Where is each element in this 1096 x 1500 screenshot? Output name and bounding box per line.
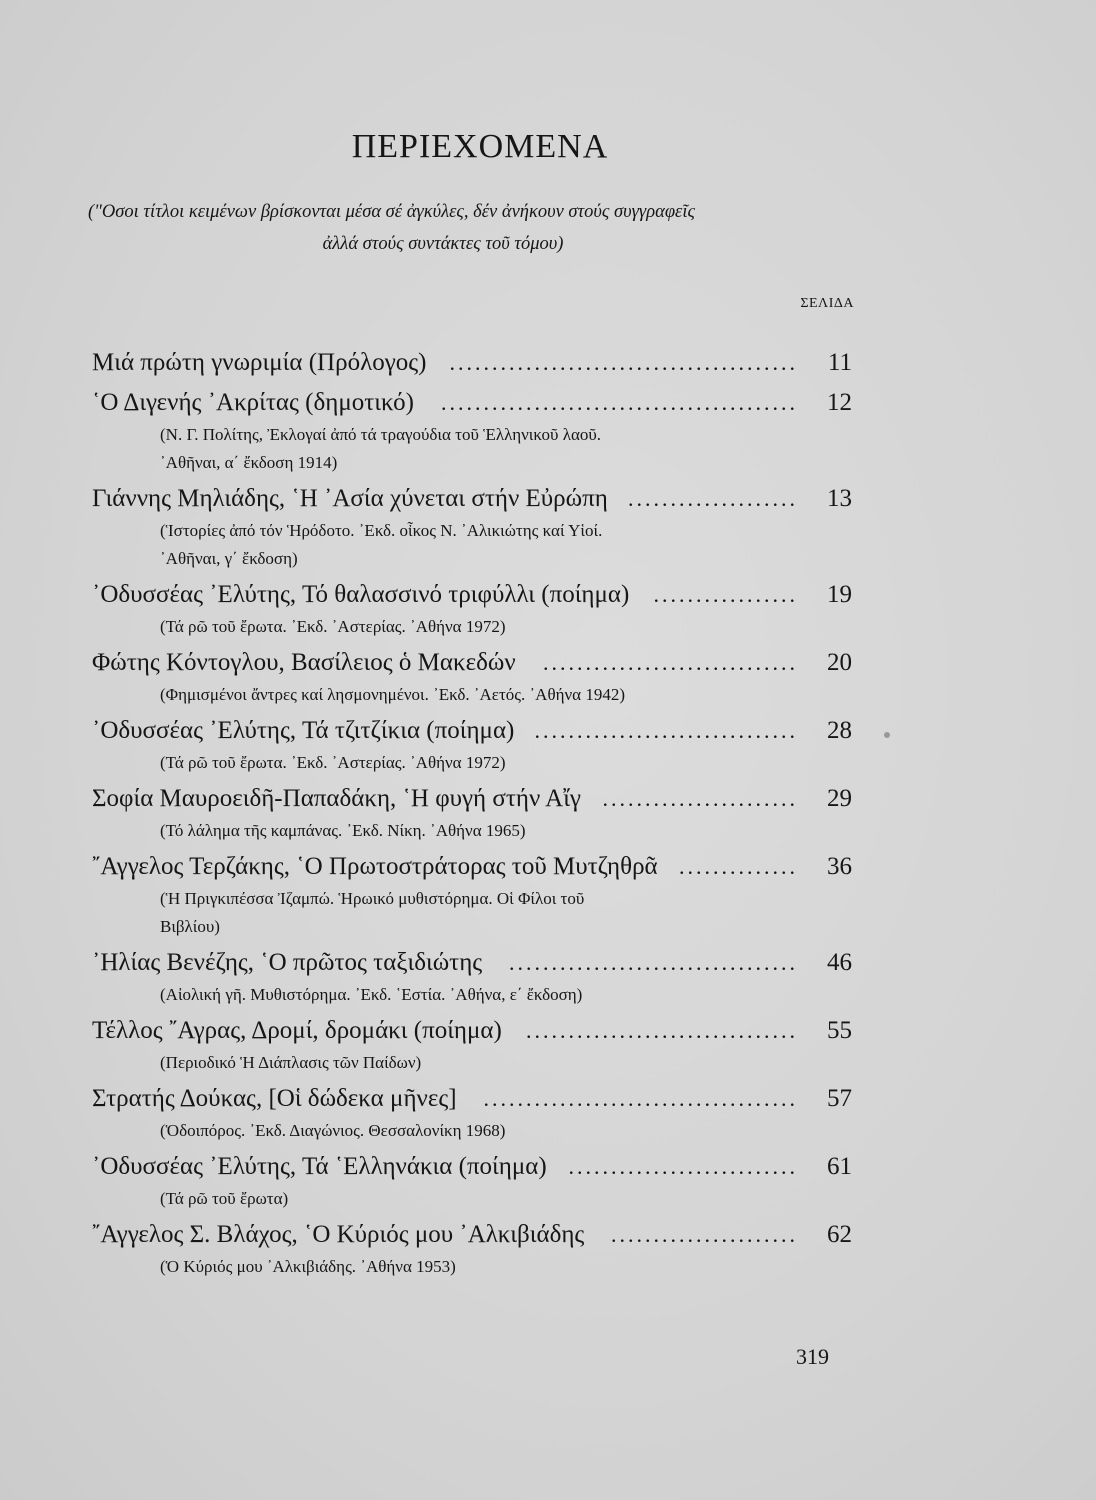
- leader-dots: ....................: [628, 486, 798, 511]
- toc-entry-source: (Τά ρῶ τοῦ ἔρωτα): [160, 1189, 289, 1208]
- leader-dots: ..........................................: [441, 390, 798, 415]
- leader-dots: ..............................: [543, 650, 798, 675]
- toc-entry: [92, 1081, 852, 1117]
- page-number: 319: [796, 1344, 829, 1369]
- toc-entry: [92, 713, 852, 749]
- toc-entry: [92, 481, 852, 517]
- toc-entry-title: Γιάννης Μηλιάδης, ῾Η ᾿Ασία χύνεται στήν Εὐρώπη: [92, 485, 608, 512]
- toc-entry-source: Βιβλίου): [160, 917, 220, 936]
- editorial-note-line-1: ("Οσοι τίτλοι κειμένων βρίσκονται μέσα σέ ἀγκύλες, δέν ἀνήκουν στούς συγγραφεῖς: [88, 202, 695, 222]
- toc-entry-source: (Περιοδικό Ἡ Διάπλασις τῶν Παίδων): [160, 1053, 422, 1072]
- toc-entry-source: (Ν. Γ. Πολίτης, Ἐκλογαί ἀπό τά τραγούδια τοῦ Ἑλληνικοῦ λαοῦ.: [160, 425, 602, 444]
- leader-dots: .........................................: [449, 350, 798, 375]
- toc-entry-page: 57: [827, 1085, 852, 1112]
- toc-entry-source: (Ὁδοιπόρος. ᾿Εκδ. Διαγώνιος. Θεσσαλονίκη 1968): [160, 1121, 506, 1140]
- toc-entry-source: ᾿Αθῆναι, γ΄ ἔκδοση): [160, 549, 298, 568]
- leader-dots: ................................: [526, 1018, 798, 1043]
- toc-entry-page: 29: [827, 785, 852, 812]
- page-title: ΠΕΡΙΕΧΟΜΕΝΑ: [351, 128, 609, 165]
- toc-entry-title: ῾Ο Διγενής ᾿Ακρίτας (δημοτικό): [92, 389, 414, 416]
- toc-entry-page: 19: [827, 581, 852, 608]
- toc-entry-page: 12: [827, 389, 852, 416]
- toc-entry-source: (Τό λάλημα τῆς καμπάνας. ᾿Εκδ. Νίκη. ᾿Αθήνα 1965): [160, 821, 526, 840]
- leader-dots: ...........................: [568, 1154, 798, 1179]
- toc-entry-page: 62: [827, 1221, 852, 1248]
- toc-entry-title: ᾿Ηλίας Βενέζης, ῾Ο πρῶτος ταξιδιώτης: [92, 949, 483, 976]
- toc-entry-page: 36: [827, 853, 852, 880]
- page-column-header: ΣΕΛΙΔΑ: [800, 296, 854, 311]
- toc-entry: [92, 781, 852, 817]
- toc-entry-source: (Αἰολική γῆ. Μυθιστόρημα. ᾿Εκδ. ῾Εστία. ᾿Αθήνα, ε΄ ἔκδοση): [160, 985, 583, 1004]
- toc-entry-source: (Ἡ Πριγκιπέσσα Ἰζαμπώ. Ἡρωικό μυθιστόρημα. Οἱ Φίλοι τοῦ: [160, 889, 585, 908]
- toc-entry-page: 61: [827, 1153, 852, 1180]
- toc-entry: [92, 385, 852, 421]
- toc-entry: [92, 1013, 852, 1049]
- toc-entry-source: (Ὁ Κύριός μου ᾿Αλκιβιάδης. ᾿Αθήνα 1953): [160, 1257, 456, 1276]
- toc-entry: [92, 577, 852, 613]
- leader-dots: ...............................: [534, 718, 798, 743]
- toc-entry: [92, 1217, 852, 1253]
- editorial-note-line-2: ἀλλά στούς συντάκτες τοῦ τόμου): [322, 234, 564, 254]
- toc-entry-source: (Τά ρῶ τοῦ ἔρωτα. ᾿Εκδ. ᾿Αστερίας. ᾿Αθήνα 1972): [160, 753, 506, 772]
- toc-entry-source: (Τά ρῶ τοῦ ἔρωτα. ᾿Εκδ. ᾿Αστερίας. ᾿Αθήνα 1972): [160, 617, 506, 636]
- leader-dots: .................: [653, 582, 798, 607]
- toc-entry-page: 46: [827, 949, 852, 976]
- toc-entry-source: (Φημισμένοι ἄντρες καί λησμονημένοι. ᾿Εκδ. ᾿Αετός. ᾿Αθήνα 1942): [160, 685, 625, 704]
- toc-entry-title: ῎Αγγελος Τερζάκης, ῾Ο Πρωτοστράτορας τοῦ Μυτζηθρᾶ: [92, 853, 658, 880]
- toc-entry-title: Φώτης Κόντογλου, Βασίλειος ὁ Μακεδών: [92, 649, 516, 676]
- toc-entry: [92, 645, 852, 681]
- leader-dots: ......................: [611, 1222, 798, 1247]
- toc-entry-title: ᾿Οδυσσέας ᾿Ελύτης, Τά τζιτζίκια (ποίημα): [92, 717, 515, 744]
- toc-entry-title: ᾿Οδυσσέας ᾿Ελύτης, Τό θαλασσινό τριφύλλι (ποίημα): [92, 581, 630, 608]
- leader-dots: ..................................: [509, 950, 798, 975]
- toc-entry-title: Μιά πρώτη γνωριμία (Πρόλογος): [92, 349, 427, 376]
- toc-entry-page: 20: [827, 649, 852, 676]
- speck-mark: [884, 732, 890, 738]
- toc-entry-title: Τέλλος ῎Αγρας, Δρομί, δρομάκι (ποίημα): [92, 1017, 502, 1044]
- table-of-contents: [92, 345, 852, 1285]
- toc-entry: [92, 849, 852, 885]
- toc-entry-title: Σοφία Μαυροειδῆ-Παπαδάκη, ῾Η φυγή στήν Αἴγ: [92, 785, 581, 812]
- toc-entry-title: Στρατής Δούκας, [Οἱ δώδεκα μῆνες]: [92, 1085, 457, 1112]
- toc-entry-source: ᾿Αθῆναι, α΄ ἔκδοση 1914): [160, 453, 338, 472]
- toc-entry-title: ᾿Οδυσσέας ᾿Ελύτης, Τά ῾Ελληνάκια (ποίημα): [92, 1153, 547, 1180]
- leader-dots: ..............: [679, 854, 798, 879]
- leader-dots: .......................: [602, 786, 798, 811]
- toc-entry-page: 28: [827, 717, 852, 744]
- toc-entry: [92, 945, 852, 981]
- toc-entry: [92, 1149, 852, 1185]
- toc-entry-title: ῎Αγγελος Σ. Βλάχος, ῾Ο Κύριός μου ᾿Αλκιβιάδης: [92, 1221, 585, 1248]
- leader-dots: .....................................: [483, 1086, 798, 1111]
- toc-entry: [92, 345, 852, 381]
- toc-entry-page: 13: [827, 485, 852, 512]
- toc-entry-source: (Ἱστορίες ἀπό τόν Ἡρόδοτο. ᾿Εκδ. οἶκος Ν. ᾿Αλικιώτης καί Υἱοί.: [160, 521, 603, 540]
- toc-entry-page: 11: [827, 349, 852, 376]
- toc-entry-page: 55: [827, 1017, 852, 1044]
